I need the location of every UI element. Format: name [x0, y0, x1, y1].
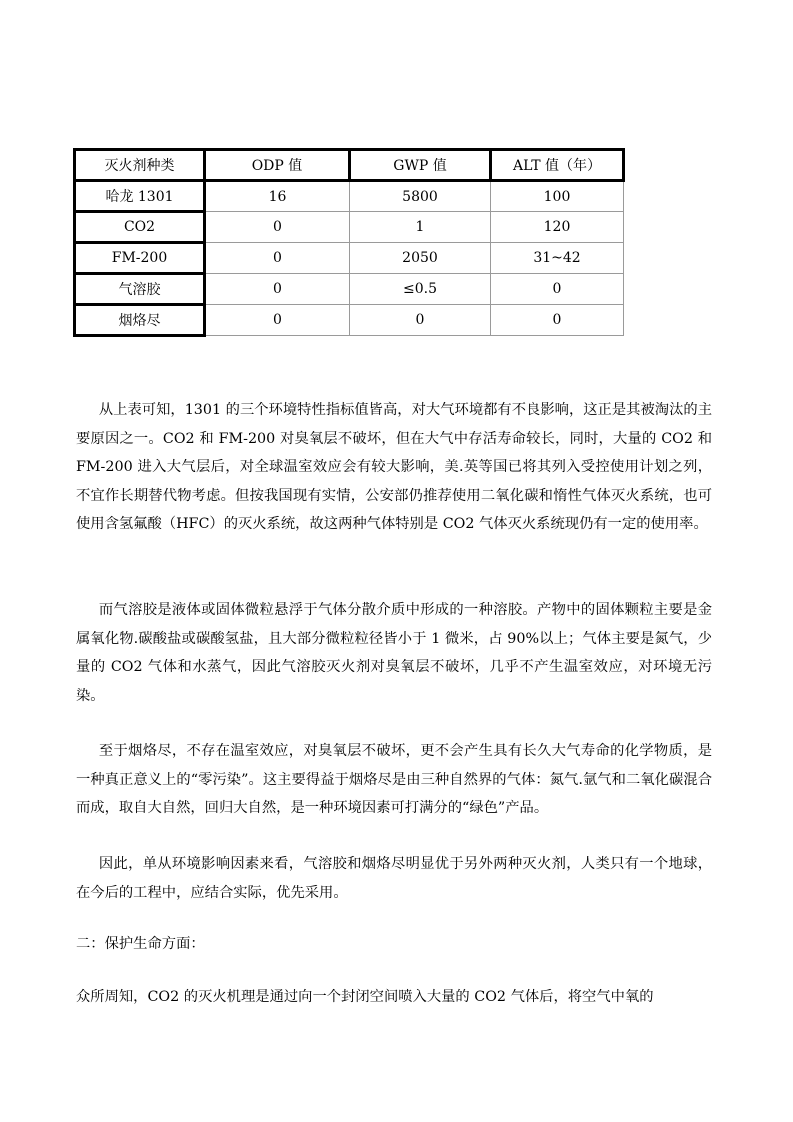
gwp-cell: 5800	[350, 181, 491, 212]
alt-cell: 0	[491, 274, 624, 305]
gwp-cell: 0	[350, 305, 491, 336]
agent-name-cell: 气溶胶	[75, 274, 205, 305]
agent-name-cell: 哈龙 1301	[75, 181, 205, 212]
paragraph-conclusion: 因此，单从环境影响因素来看，气溶胶和烟烙尽明显优于另外两种灭火剂，人类只有一个地球，在今后的工程中，应结合实际，优先采用。	[76, 856, 712, 901]
header-odp: ODP 值	[205, 150, 350, 181]
paragraph-table-analysis: 从上表可知，1301 的三个环境特性指标值皆高，对大气环境都有不良影响，这正是其被淘汰的主要原因之一。CO2 和 FM-200 对臭氧层不破坏，但在大气中存活寿命较长，同时，大量的 CO2 和 FM-200 进入大气层后，对全球温室效应会有较大影响，美.英等国已将其列入受控使用计划之列，不宜作长期替代物考虑。但按我国现有实情，公安部仍推荐使用二氧化碳和惰性气体灭火系统，也可使用含氢氟酸（HFC）的灭火系统，故这两种气体特别是 CO2 气体灭火系统现仍有一定的使用率。	[76, 402, 712, 532]
odp-cell: 0	[205, 274, 350, 305]
gwp-cell: 2050	[350, 243, 491, 274]
agent-name-cell: FM-200	[75, 243, 205, 274]
gwp-cell: ≤0.5	[350, 274, 491, 305]
odp-cell: 0	[205, 212, 350, 243]
header-gwp: GWP 值	[350, 150, 491, 181]
paragraph-inergen: 至于烟烙尽，不存在温室效应，对臭氧层不破坏，更不会产生具有长久大气寿命的化学物质，是一种真正意义上的“零污染”。这主要得益于烟烙尽是由三种自然界的气体：氮气.氩气和二氧化碳混合而成，取自大自然，回归大自然，是一种环境因素可打满分的“绿色”产品。	[76, 743, 712, 816]
header-agent-type: 灭火剂种类	[75, 150, 205, 181]
environmental-indicator-table	[73, 148, 625, 337]
alt-cell: 100	[491, 181, 624, 212]
odp-cell: 16	[205, 181, 350, 212]
odp-cell: 0	[205, 305, 350, 336]
paragraph-co2-mechanism: 众所周知，CO2 的灭火机理是通过向一个封闭空间喷入大量的 CO2 气体后，将空气中氧的	[76, 989, 654, 1005]
paragraph-aerosol: 而气溶胶是液体或固体微粒悬浮于气体分散介质中形成的一种溶胶。产物中的固体颗粒主要是金属氧化物.碳酸盐或碳酸氢盐，且大部分微粒粒径皆小于 1 微米，占 90%以上；气体主要是氮气，少量的 CO2 气体和水蒸气，因此气溶胶灭火剂对臭氧层不破坏，几乎不产生温室效应，对环境无污染。	[76, 602, 712, 704]
table-row	[75, 305, 624, 336]
agent-name-cell: CO2	[75, 212, 205, 243]
table-row	[75, 243, 624, 274]
agent-name-cell: 烟烙尽	[75, 305, 205, 336]
table-row	[75, 212, 624, 243]
gwp-cell: 1	[350, 212, 491, 243]
odp-cell: 0	[205, 243, 350, 274]
table-row	[75, 181, 624, 212]
table-row	[75, 274, 624, 305]
alt-cell: 120	[491, 212, 624, 243]
alt-cell: 0	[491, 305, 624, 336]
header-alt: ALT 值（年）	[491, 150, 624, 181]
alt-cell: 31~42	[491, 243, 624, 274]
section-heading-life-protection: 二：保护生命方面：	[76, 936, 205, 952]
table-header-row	[75, 150, 624, 181]
